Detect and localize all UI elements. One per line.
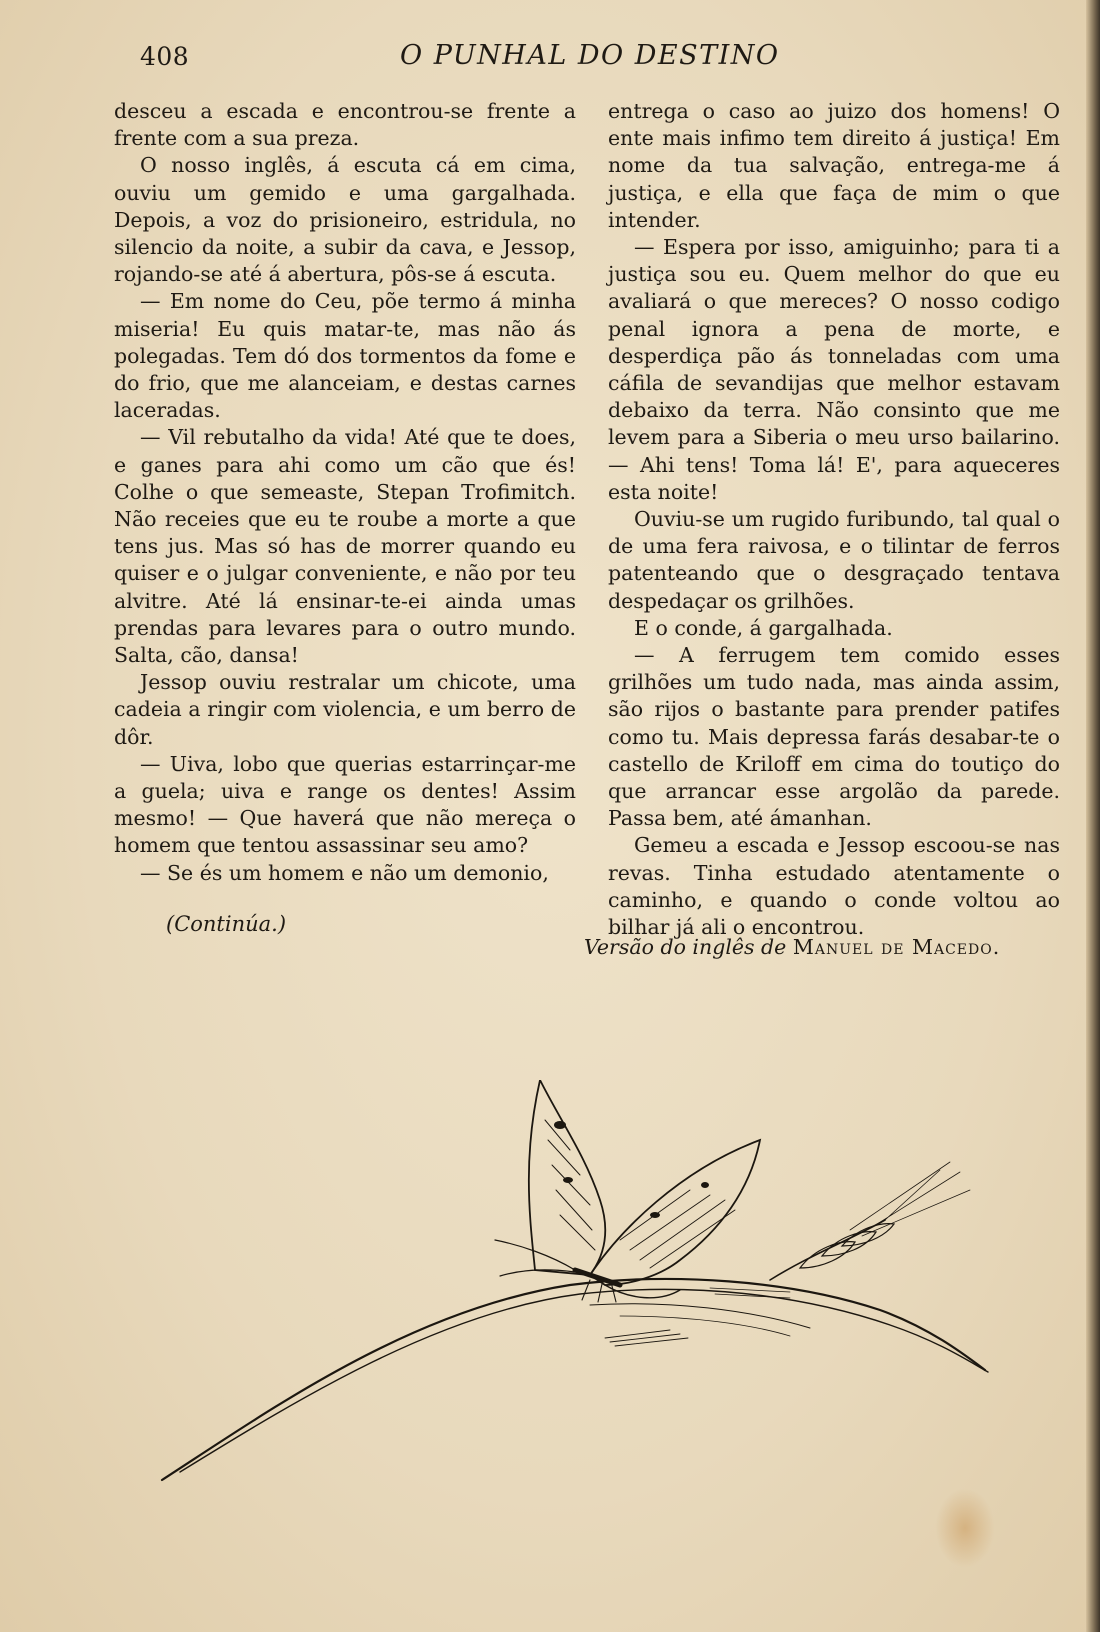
credit-name: Manuel de Macedo. (792, 935, 1001, 959)
paragraph: — A ferrugem tem comido esses grilhões um tudo nada, mas ainda assim, são rijos o bastante para prender patifes como tu. Mais depressa farás desabar-te o castello de Kriloff em cima do toutiço do que arrancar esse argolão da parede. Passa bem, até ámanhan. (608, 643, 1060, 831)
page-binding-edge (1086, 0, 1100, 1632)
paragraph: — Vil rebutalho da vida! Até que te does, e ganes para ahi como um cão que és! Colhe o que semeaste, Stepan Trofimitch. Não receies que eu te roube a morte a que tens jus. Mas só has de morrer quando eu quiser e o julgar conveniente, e não por teu alvitre. Até lá ensinar-te-ei ainda umas prendas para levares para o outro mundo. Salta, cão, dansa! (114, 425, 576, 668)
paragraph: — Em nome do Ceu, põe termo á minha miseria! Eu quis matar-te, mas não ás polegadas. Tem dó dos tormentos da fome e do frio, que me alanceiam, e destas carnes laceradas. (114, 289, 576, 423)
left-text-column (114, 98, 576, 887)
paragraph: entrega o caso ao juizo dos homens! O ente mais infimo tem direito á justiça! Em nome da tua salvação, entrega-me á justiça, e ella que faça de mim o que intender. (608, 99, 1060, 232)
credit-prefix: Versão do inglês de (584, 935, 787, 959)
paper-stain (935, 1488, 995, 1568)
right-text-column (608, 98, 1060, 941)
continued-note: (Continúa.) (166, 912, 287, 936)
paragraph: Jessop ouviu restralar um chicote, uma cadeia a ringir com violencia, e um berro de dôr. (114, 670, 576, 749)
paragraph: — Se és um homem e não um demonio, (140, 860, 549, 885)
paragraph: E o conde, á gargalhada. (634, 615, 893, 640)
paragraph: desceu a escada e encontrou-se frente a frente com a sua preza. (114, 99, 576, 151)
paragraph: Gemeu a escada e Jessop escoou-se nas revas. Tinha estudado atentamente o caminho, e quando o conde voltou ao bilhar já ali o encontrou. (608, 833, 1060, 940)
paragraph: O nosso inglês, á escuta cá em cima, ouviu um gemido e uma gargalhada. Depois, a voz do prisioneiro, estridula, no silencio da noite, a subir da cava, e Jessop, rojando-se até á abertura, pôs-se á escuta. (114, 153, 576, 287)
paragraph: — Uiva, lobo que querias estarrinçar-me a guela; uiva e range os dentes! Assim mesmo! — Que haverá que não mereça o homem que tentou assassinar seu amo? (114, 751, 576, 858)
page-number: 408 (140, 42, 190, 71)
running-title: O PUNHAL DO DESTINO (400, 40, 780, 71)
paragraph: — Espera por isso, amiguinho; para ti a justiça sou eu. Quem melhor do que eu avaliará o que mereces? O nosso codigo penal ignora a pena de morte, e desperdiça pão ás tonneladas com uma cáfila de sevandijas que melhor estavam debaixo da terra. Não consinto que me levem para a Siberia o meu urso bailarino. — Ahi tens! Toma lá! E', para aqueceres esta noite! (608, 235, 1060, 504)
paragraph: Ouviu-se um rugido furibundo, tal qual o de uma fera raivosa, e o tilintar de ferros patenteando que o desgraçado tentava despedaçar os grilhões. (608, 507, 1060, 613)
translator-credit (584, 935, 1000, 959)
butterfly-on-wheat-illustration (150, 1080, 1030, 1500)
